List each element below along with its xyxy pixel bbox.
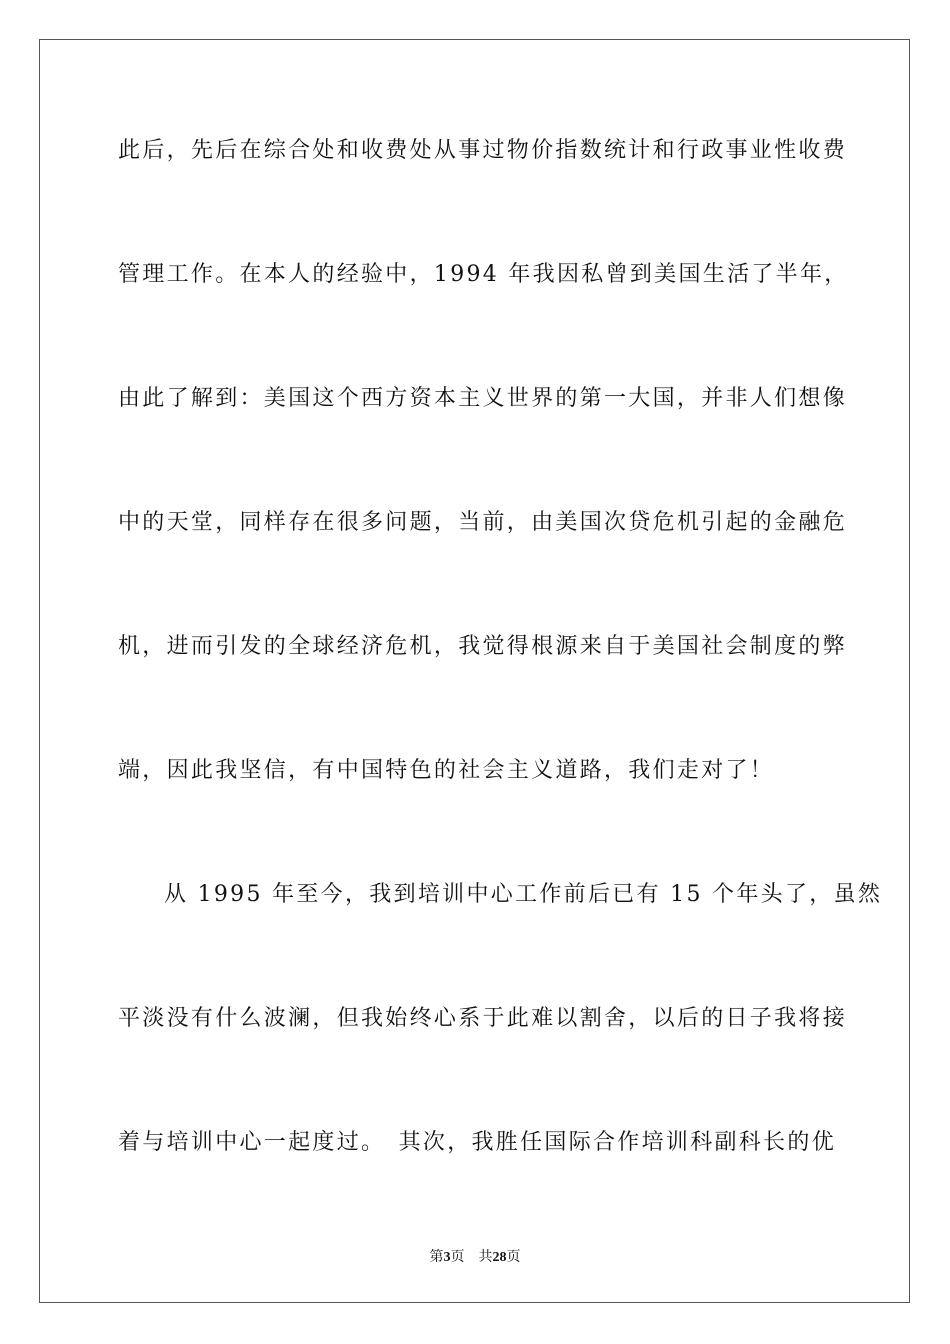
paragraph-line: 端，因此我坚信，有中国特色的社会主义道路，我们走对了！	[118, 758, 775, 783]
paragraph-line: 机，进而引发的全球经济危机，我觉得根源来自于美国社会制度的弊	[118, 634, 848, 659]
paragraph-line: 此后，先后在综合处和收费处从事过物价指数统计和行政事业性收费	[118, 138, 848, 163]
page-footer	[0, 1248, 950, 1267]
total-suffix: 页	[506, 1249, 521, 1265]
paragraph-line: 管理工作。在本人的经验中，1994 年我因私曾到美国生活了半年，	[118, 262, 849, 287]
paragraph-line: 平淡没有什么波澜，但我始终心系于此难以割舍，以后的日子我将接	[118, 1006, 848, 1031]
paragraph-line: 从 1995 年至今，我到培训中心工作前后已有 15 个年头了，虽然	[164, 882, 883, 907]
total-prefix: 共	[478, 1249, 493, 1265]
page-suffix: 页	[450, 1249, 465, 1265]
paragraph-line: 着与培训中心一起度过。 其次，我胜任国际合作培训科副科长的优	[118, 1130, 837, 1155]
page-prefix: 第	[429, 1249, 444, 1265]
document-body	[118, 128, 883, 1244]
page-number: 3	[443, 1250, 451, 1265]
paragraph-line: 中的天堂，同样存在很多问题，当前，由美国次贷危机引起的金融危	[118, 510, 848, 535]
total-pages: 28	[492, 1250, 507, 1265]
paragraph-line: 由此了解到：美国这个西方资本主义世界的第一大国，并非人们想像	[118, 386, 848, 411]
